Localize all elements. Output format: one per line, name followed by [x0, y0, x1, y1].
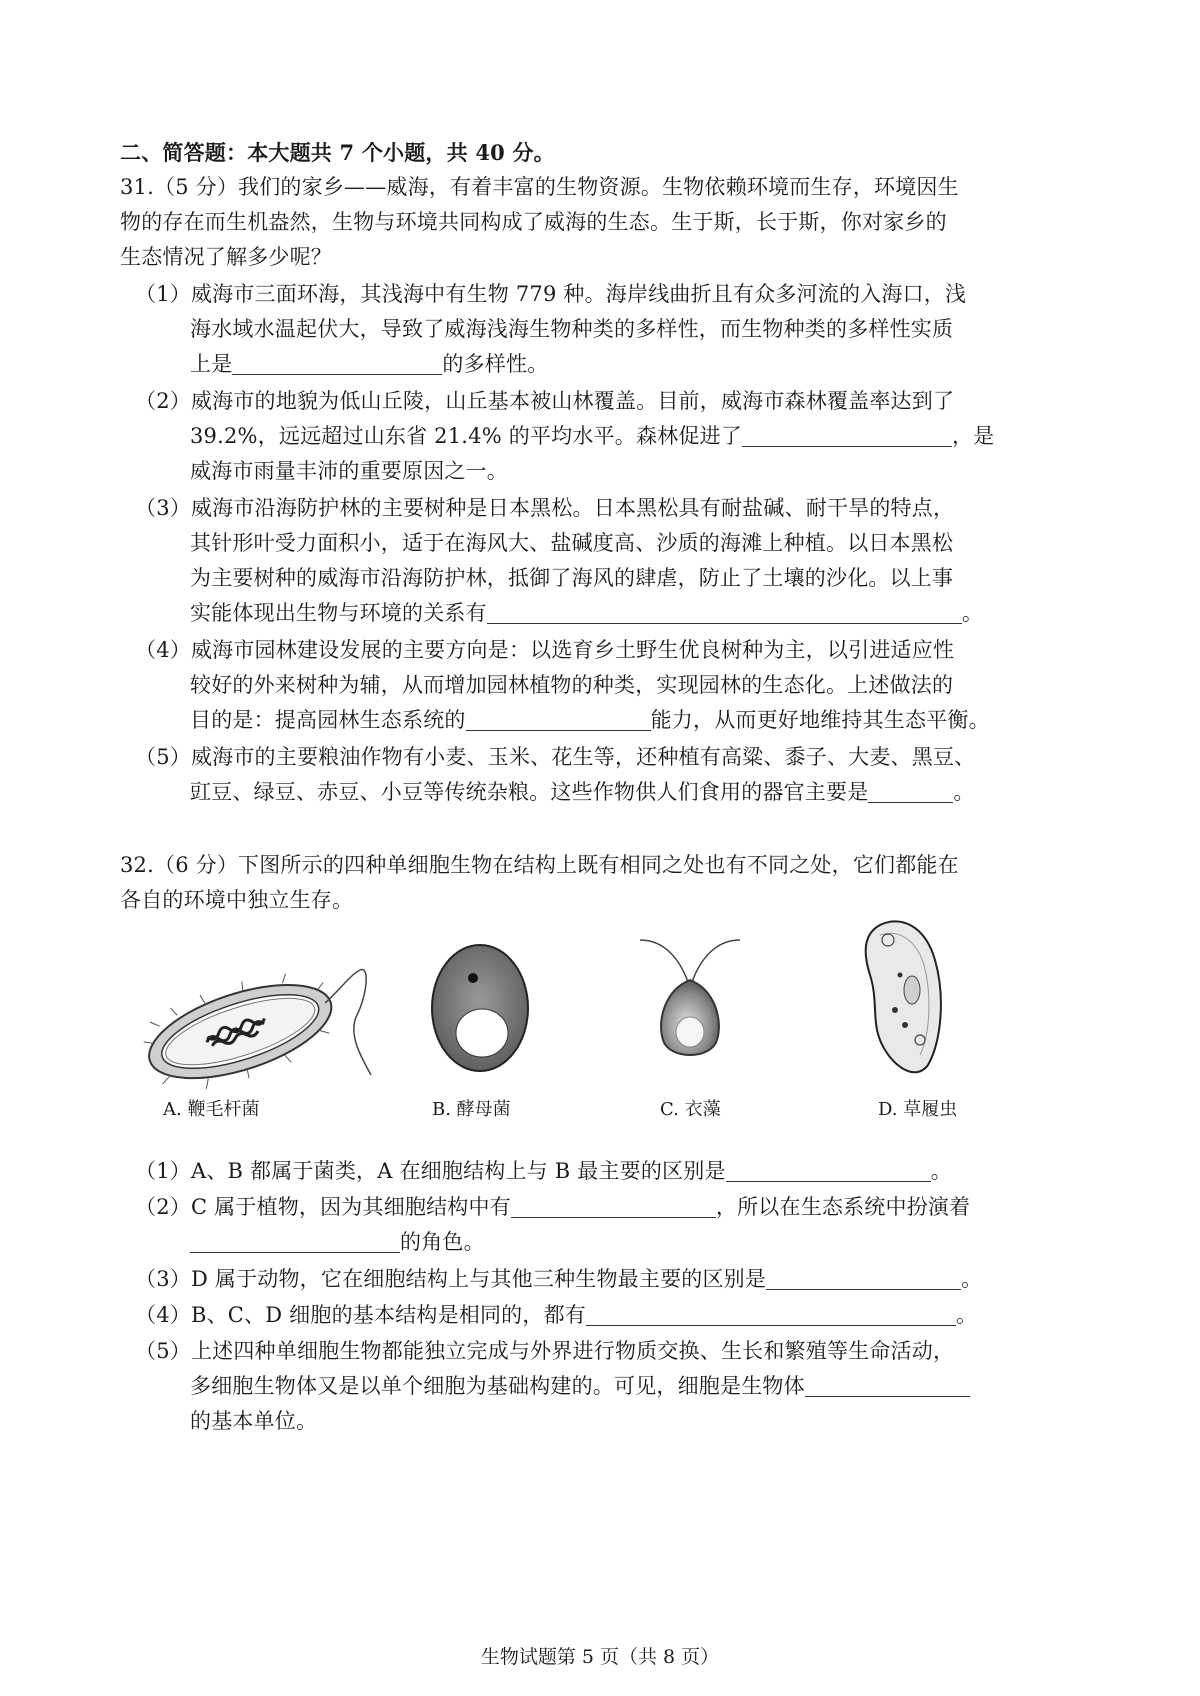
answer-blank — [232, 352, 442, 375]
q31-part2-line: （2）威海市的地貌为低山丘陵，山丘基本被山林覆盖。目前，威海市森林覆盖率达到了 — [135, 389, 955, 413]
q31-part1-line: 上是 的多样性。 — [190, 352, 549, 376]
answer-blank — [586, 1303, 956, 1326]
answer-blank — [868, 780, 953, 803]
q32-part4-line: （4）B、C、D 细胞的基本结构是相同的，都有 。 — [135, 1303, 978, 1327]
q32-intro-line: 各自的环境中独立生存。 — [120, 888, 354, 912]
section-title: 二、简答题：本大题共 7 个小题，共 40 分。 — [120, 140, 555, 165]
answer-blank — [487, 601, 962, 624]
q32-part1-line: （1）A、B 都属于菌类，A 在细胞结构上与 B 最主要的区别是 。 — [135, 1159, 952, 1183]
answer-blank — [726, 1159, 931, 1182]
q32-part2-line: （2）C 属于植物，因为其细胞结构中有 ，所以在生态系统中扮演着 — [135, 1195, 971, 1219]
q32-intro-line: 32.（6 分）下图所示的四种单细胞生物在结构上既有相同之处也有不同之处，它们都能在 — [120, 853, 959, 877]
q31-part5-line: （5）威海市的主要粮油作物有小麦、玉米、花生等，还种植有高粱、黍子、大麦、黑豆、 — [135, 745, 976, 769]
q32-part5-line: 的基本单位。 — [190, 1409, 318, 1433]
chlamydomonas-figure — [635, 920, 745, 1080]
q31-part4-line: （4）威海市园林建设发展的主要方向是：以选育乡土野生优良树种为主，以引进适应性 — [135, 638, 955, 662]
answer-blank — [466, 708, 651, 731]
q31-part5-line: 豇豆、绿豆、赤豆、小豆等传统杂粮。这些作物供人们食用的器官主要是 。 — [190, 780, 975, 804]
q31-part4-line: 较好的外来树种为辅，从而增加园林植物的种类，实现园林的生态化。上述做法的 — [190, 673, 954, 697]
figure-caption-a: A. 鞭毛杆菌 — [163, 1099, 260, 1120]
q31-part3-line: 实能体现出生物与环境的关系有 。 — [190, 601, 984, 625]
paramecium-figure — [850, 915, 960, 1080]
q32-part2-line: 的角色。 — [190, 1227, 485, 1257]
q31-part3-line: 为主要树种的威海市沿海防护林，抵御了海风的肆虐，防止了土壤的沙化。以上事 — [190, 566, 954, 590]
q31-intro-line: 31.（5 分）我们的家乡——威海，有着丰富的生物资源。生物依赖环境而生存，环境因生 — [120, 175, 959, 199]
flagellated-bacterium-figure — [135, 955, 375, 1095]
q32-part5-line: 多细胞生物体又是以单个细胞为基础构建的。可见，细胞是生物体 — [190, 1371, 970, 1401]
q31-part2-line: 39.2%，远远超过山东省 21.4% 的平均水平。森林促进了 ，是 — [190, 424, 995, 448]
answer-blank — [742, 424, 952, 447]
q31-part1-line: （1）威海市三面环海，其浅海中有生物 779 种。海岸线曲折且有众多河流的入海口，浅 — [135, 282, 967, 306]
q31-part1-line: 海水域水温起伏大，导致了威海浅海生物种类的多样性，而生物种类的多样性实质 — [190, 317, 954, 341]
answer-blank — [805, 1374, 970, 1397]
page-footer: 生物试题第 5 页（共 8 页） — [480, 1646, 720, 1668]
figure-caption-b: B. 酵母菌 — [432, 1099, 511, 1120]
q31-part3-line: （3）威海市沿海防护林的主要树种是日本黑松。日本黑松具有耐盐碱、耐干旱的特点， — [135, 496, 955, 520]
q32-part5-line: （5）上述四种单细胞生物都能独立完成与外界进行物质交换、生长和繁殖等生命活动， — [135, 1339, 955, 1363]
q31-intro-line: 生态情况了解多少呢？ — [120, 245, 332, 269]
q31-part3-line: 其针形叶受力面积小，适于在海风大、盐碱度高、沙质的海滩上种植。以日本黑松 — [190, 531, 954, 555]
figure-caption-d: D. 草履虫 — [878, 1099, 958, 1120]
answer-blank — [190, 1230, 400, 1253]
yeast-figure — [425, 938, 535, 1078]
q31-intro-line: 物的存在而生机盎然，生物与环境共同构成了威海的生态。生于斯，长于斯，你对家乡的 — [120, 210, 947, 234]
figure-caption-c: C. 衣藻 — [660, 1099, 721, 1120]
answer-blank — [511, 1195, 716, 1218]
answer-blank — [766, 1267, 961, 1290]
q32-part3-line: （3）D 属于动物，它在细胞结构上与其他三种生物最主要的区别是 。 — [135, 1267, 983, 1291]
q31-part2-line: 威海市雨量丰沛的重要原因之一。 — [190, 459, 508, 483]
q31-part4-line: 目的是：提高园林生态系统的 能力，从而更好地维持其生态平衡。 — [190, 708, 990, 732]
